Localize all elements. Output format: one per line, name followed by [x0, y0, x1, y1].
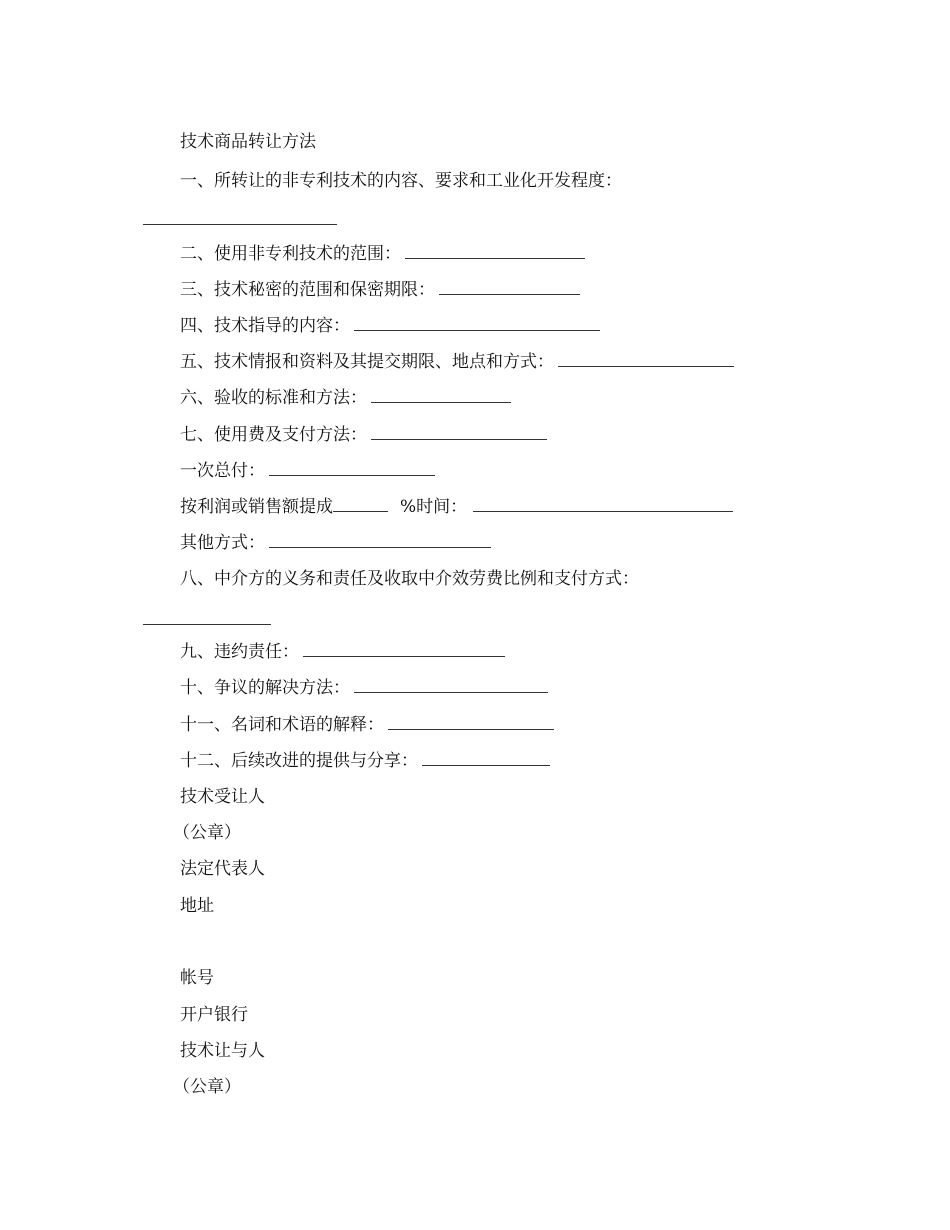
clause-8: 八、中介方的义务和责任及收取中介效劳费比例和支付方式：	[180, 569, 639, 589]
clause-12-label: 十二、后续改进的提供与分享：	[180, 751, 418, 771]
transferee-label: 技术受让人	[180, 787, 265, 807]
address-label: 地址	[180, 896, 214, 916]
clause-5-blank	[558, 351, 734, 367]
transferee-seal: （公章）	[173, 823, 241, 843]
clause-7b-time-blank	[473, 496, 733, 512]
document-title: 技术商品转让方法	[180, 132, 316, 152]
clause-7-other	[180, 532, 491, 554]
clause-7b-time-label: %时间：	[400, 497, 468, 517]
clause-12	[180, 750, 550, 772]
clause-7b-label: 按利润或销售额提成	[180, 497, 333, 517]
clause-4	[180, 315, 600, 337]
clause-11-label: 十一、名词和术语的解释：	[180, 715, 384, 735]
clause-7-label: 七、使用费及支付方法：	[180, 425, 367, 445]
clause-4-blank	[354, 315, 600, 331]
clause-2-label: 二、使用非专利技术的范围：	[180, 244, 401, 264]
clause-10-blank	[354, 677, 548, 693]
clause-9-label: 九、违约责任：	[180, 642, 299, 662]
clause-10	[180, 677, 548, 699]
clause-5-label: 五、技术情报和资料及其提交期限、地点和方式：	[180, 352, 554, 372]
clause-10-label: 十、争议的解决方法：	[180, 678, 350, 698]
clause-7a-label: 一次总付：	[180, 461, 265, 481]
clause-2-blank	[405, 243, 585, 259]
clause-7	[180, 424, 547, 446]
transferor-seal: （公章）	[173, 1077, 241, 1097]
clause-4-label: 四、技术指导的内容：	[180, 316, 350, 336]
clause-2	[180, 243, 585, 265]
clause-3-label: 三、技术秘密的范围和保密期限：	[180, 280, 435, 300]
clause-12-blank	[422, 750, 550, 766]
clause-7-royalty	[180, 496, 733, 518]
clause-1: 一、所转让的非专利技术的内容、要求和工业化开发程度：	[180, 171, 622, 191]
clause-3-blank	[439, 279, 580, 295]
clause-6-blank	[371, 387, 511, 403]
clause-9-blank	[303, 641, 505, 657]
clause-9	[180, 641, 505, 663]
clause-11-blank	[388, 714, 554, 730]
clause-7-blank	[371, 424, 547, 440]
bank-label: 开户银行	[180, 1005, 248, 1025]
clause-6-label: 六、验收的标准和方法：	[180, 388, 367, 408]
clause-11	[180, 714, 554, 736]
clause-7c-blank	[269, 532, 491, 548]
clause-1-blank	[143, 224, 337, 225]
legal-representative-label: 法定代表人	[180, 859, 265, 879]
clause-5	[180, 351, 734, 373]
clause-8-blank	[143, 624, 271, 625]
clause-7-lump-sum	[180, 460, 435, 482]
transferor-label: 技术让与人	[180, 1041, 265, 1061]
clause-3	[180, 279, 580, 301]
clause-7c-label: 其他方式：	[180, 533, 265, 553]
clause-7b-percent-blank	[333, 496, 388, 512]
clause-7a-blank	[269, 460, 435, 476]
clause-6	[180, 387, 511, 409]
account-label: 帐号	[180, 968, 214, 988]
